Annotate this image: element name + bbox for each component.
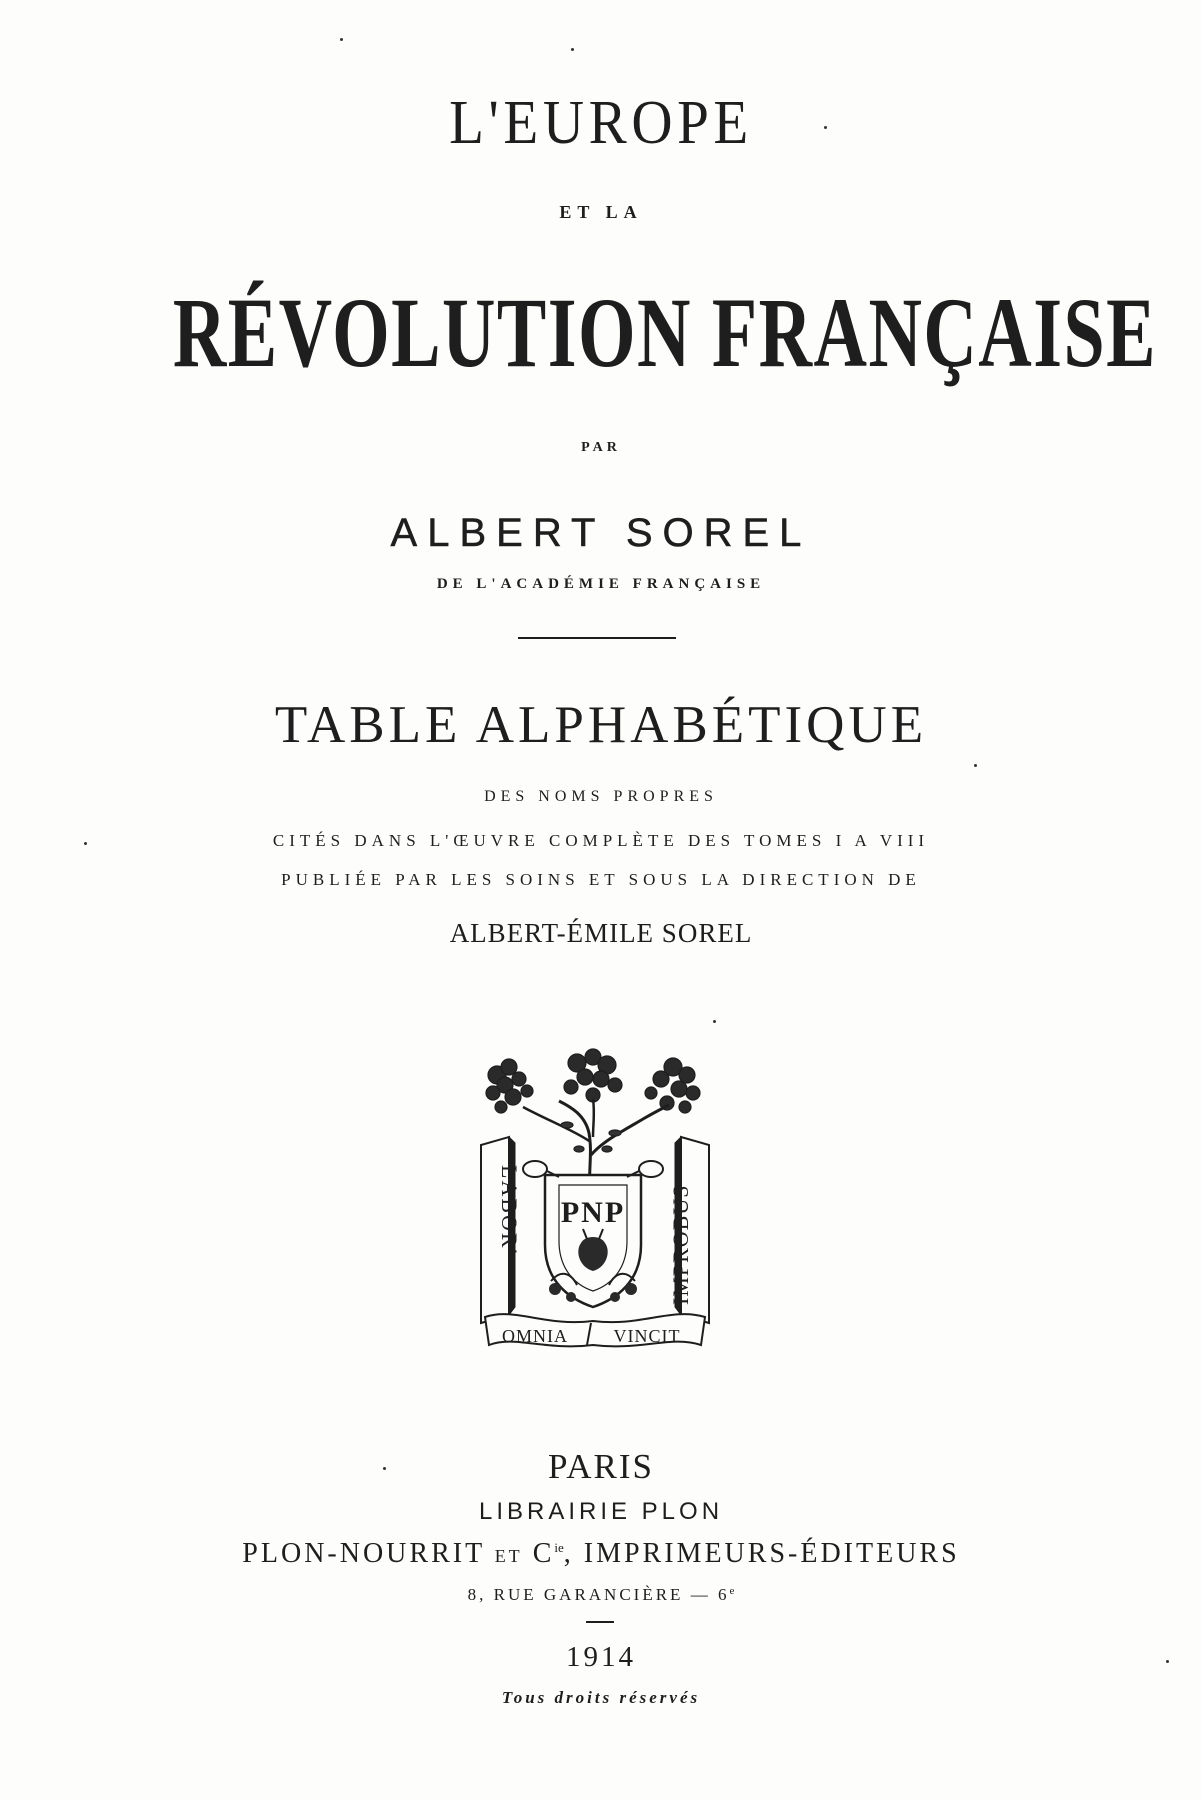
imprint-address xyxy=(0,1586,1202,1603)
imprint-address-sup: e xyxy=(729,1585,735,1597)
foliage-center xyxy=(564,1049,622,1102)
imprint-printer-role: , IMPRIMEURS-ÉDITEURS xyxy=(563,1538,960,1569)
subtitle-line-2: CITÉS DANS L'ŒUVRE COMPLÈTE DES TOMES I A VIII xyxy=(272,831,930,850)
divider-rule xyxy=(518,637,676,639)
imprint-divider-rule xyxy=(586,1621,614,1623)
title-line-2: ET LA xyxy=(559,202,643,222)
title-line-3 xyxy=(0,277,1202,388)
subtitle: TABLE ALPHABÉTIQUE xyxy=(274,696,928,754)
motto-left: LABOR' xyxy=(497,1165,522,1256)
author-affiliation: DE L'ACADÉMIE FRANÇAISE xyxy=(436,576,766,592)
motto-right: IMPROBUS xyxy=(668,1184,693,1305)
motto-bottom-right: VINCIT xyxy=(613,1326,681,1346)
by-label: PAR xyxy=(581,440,621,455)
scan-speck xyxy=(383,1467,386,1470)
imprint-printer-co: C xyxy=(532,1538,555,1569)
imprint-printer-name: PLON-NOURRIT xyxy=(242,1538,485,1569)
imprint-rights: Tous droits réservés xyxy=(501,1688,701,1707)
foliage-left xyxy=(486,1059,533,1113)
scan-speck xyxy=(340,38,343,41)
imprint-address-text: 8, RUE GARANCIÈRE — 6 xyxy=(467,1585,730,1604)
subtitle-line-1: DES NOMS PROPRES xyxy=(484,788,718,805)
scan-speck xyxy=(824,126,827,129)
foliage-right xyxy=(645,1058,700,1113)
editor-name: ALBERT-ÉMILE SOREL xyxy=(449,918,753,948)
imprint-year: 1914 xyxy=(566,1641,636,1673)
scan-speck xyxy=(713,1020,716,1023)
motto-bottom-left: OMNIA xyxy=(502,1326,568,1346)
printers-mark-image xyxy=(475,1045,715,1350)
author-name: ALBERT SOREL xyxy=(390,511,812,555)
imprint-printer xyxy=(0,1540,1202,1568)
imprint-printer-co-sup: ie xyxy=(554,1540,564,1555)
imprint-printer-et: ET xyxy=(494,1546,523,1566)
scan-speck xyxy=(571,48,574,51)
imprint-city: PARIS xyxy=(548,1447,654,1486)
title-line-1: L'EUROPE xyxy=(449,89,753,157)
imprint-publisher: LIBRAIRIE PLON xyxy=(478,1498,724,1525)
scan-speck xyxy=(974,764,977,767)
scan-speck xyxy=(1166,1660,1169,1663)
title-line-3-text: RÉVOLUTION FRANÇAISE xyxy=(172,277,1157,388)
scan-speck xyxy=(84,842,87,845)
monogram: PNP xyxy=(560,1196,626,1229)
printers-mark xyxy=(475,1045,715,1350)
shield xyxy=(523,1161,663,1307)
subtitle-line-3: PUBLIÉE PAR LES SOINS ET SOUS LA DIRECTION DE xyxy=(281,870,921,889)
